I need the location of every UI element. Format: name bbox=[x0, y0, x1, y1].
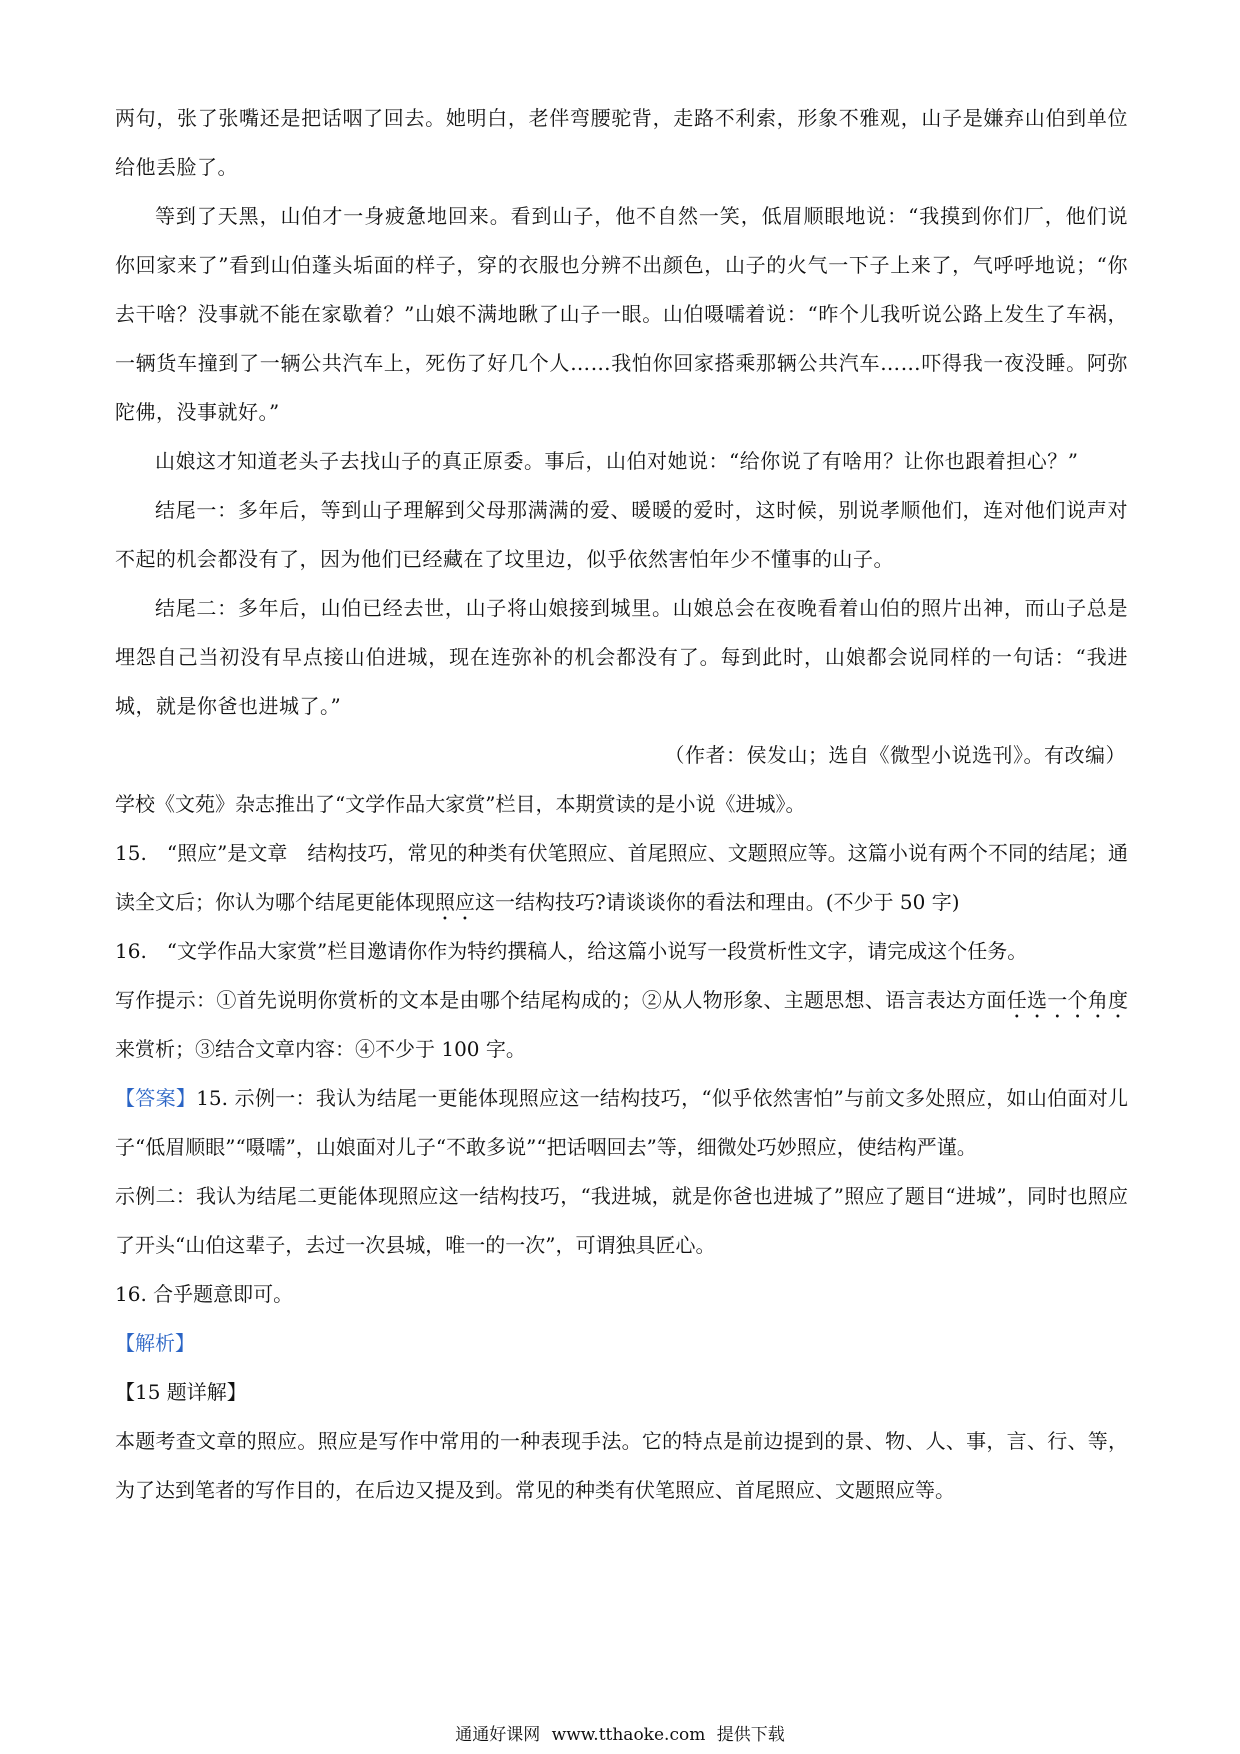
question-16: 16. “文学作品大家赏”栏目邀请你作为特约撰稿人，给这篇小说写一段赏析性文字，请完成这个任务。 bbox=[115, 939, 1028, 963]
page-footer bbox=[0, 1720, 1240, 1745]
question-15-text: 15. “照应”是文章 结构技巧，常见的种类有伏笔照应、首尾照应、文题照应等。这篇小说有两个不同的结尾；通读全文后；你认为哪个结尾更能体现 bbox=[115, 841, 1128, 914]
answer-15-example-1-text: 15. 示例一：我认为结尾一更能体现照应这一结构技巧，“似乎依然害怕”与前文多处照应，如山伯面对儿子“低眉顺眼”“嗫嚅”，山娘面对儿子“不敢多说”“把话咽回去”等，细微处巧妙照应，使结构严谨。 bbox=[115, 1086, 1129, 1159]
question-15-text-end: 这一结构技巧?请谈谈你的看法和理由。(不少于 50 字) bbox=[475, 890, 960, 914]
writing-hints-text: 写作提示：①首先说明你赏析的文本是由哪个结尾构成的；②从人物形象、主题思想、语言表达方面 bbox=[115, 988, 1007, 1012]
answer-label: 【答案】 bbox=[115, 1086, 197, 1110]
story-paragraph: 两句，张了张嘴还是把话咽了回去。她明白，老伴弯腰驼背，走路不利索，形象不雅观，山子是嫌弃山伯到单位给他丢脸了。 bbox=[115, 106, 1128, 179]
emphasis-dotted-text: 任选一个角度 bbox=[1006, 988, 1129, 1012]
writing-hints-text-end: 来赏析；③结合文章内容：④不少于 100 字。 bbox=[115, 1037, 526, 1061]
analysis-15-text: 本题考查文章的照应。照应是写作中常用的一种表现手法。它的特点是前边提到的景、物、人、事，言、行、等，为了达到笔者的写作目的，在后边又提及到。常见的种类有伏笔照应、首尾照应、文题照应等。 bbox=[115, 1429, 1128, 1502]
footer-note: 提供下载 bbox=[716, 1725, 785, 1745]
ending-one: 结尾一：多年后，等到山子理解到父母那满满的爱、暖暖的爱时，这时候，别说孝顺他们，连对他们说声对不起的机会都没有了，因为他们已经藏在了坟里边，似乎依然害怕年少不懂事的山子。 bbox=[115, 498, 1128, 571]
footer-url[interactable]: www.tthaoke.com bbox=[551, 1725, 706, 1745]
analysis-15-label: 【15 题详解】 bbox=[115, 1380, 247, 1404]
story-paragraph: 等到了天黑，山伯才一身疲惫地回来。看到山子，他不自然一笑，低眉顺眼地说：“我摸到你们厂，他们说你回家来了”看到山伯蓬头垢面的样子，穿的衣服也分辨不出颜色，山子的火气一下子上来了，气呼呼地说；“你去干啥？没事就不能在家歇着？”山娘不满地瞅了山子一眼。山伯嗫嚅着说：“昨个儿我听说公路上发生了车祸，一辆货车撞到了一辆公共汽车上，死伤了好几个人……我怕你回家搭乘那辆公共汽车……吓得我一夜没睡。阿弥陀佛，没事就好。” bbox=[115, 204, 1128, 424]
answer-15-example-1 bbox=[115, 1074, 1128, 1172]
analysis-label: 【解析】 bbox=[115, 1331, 195, 1355]
question-15 bbox=[115, 829, 1128, 927]
ending-two: 结尾二：多年后，山伯已经去世，山子将山娘接到城里。山娘总会在夜晚看着山伯的照片出神，而山子总是埋怨自己当初没有早点接山伯进城，现在连弥补的机会都没有了。每到此时，山娘都会说同样的一句话：“我进城，就是你爸也进城了。” bbox=[115, 596, 1128, 718]
story-paragraph: 山娘这才知道老头子去找山子的真正原委。事后，山伯对她说：“给你说了有啥用？让你也跟着担心？” bbox=[155, 449, 1079, 473]
answer-15-example-2: 示例二：我认为结尾二更能体现照应这一结构技巧，“我进城，就是你爸也进城了”照应了题目“进城”，同时也照应了开头“山伯这辈子，去过一次县城，唯一的一次”，可谓独具匠心。 bbox=[115, 1184, 1128, 1257]
footer-site-name: 通通好课网 bbox=[455, 1725, 541, 1745]
column-intro: 学校《文苑》杂志推出了“文学作品大家赏”栏目，本期赏读的是小说《进城》。 bbox=[115, 792, 806, 816]
story-source: （作者：侯发山；选自《微型小说选刊》。有改编） bbox=[664, 743, 1126, 767]
emphasis-dotted-text: 照应 bbox=[435, 890, 475, 914]
answer-16: 16. 合乎题意即可。 bbox=[115, 1282, 294, 1306]
writing-hints bbox=[115, 976, 1128, 1074]
